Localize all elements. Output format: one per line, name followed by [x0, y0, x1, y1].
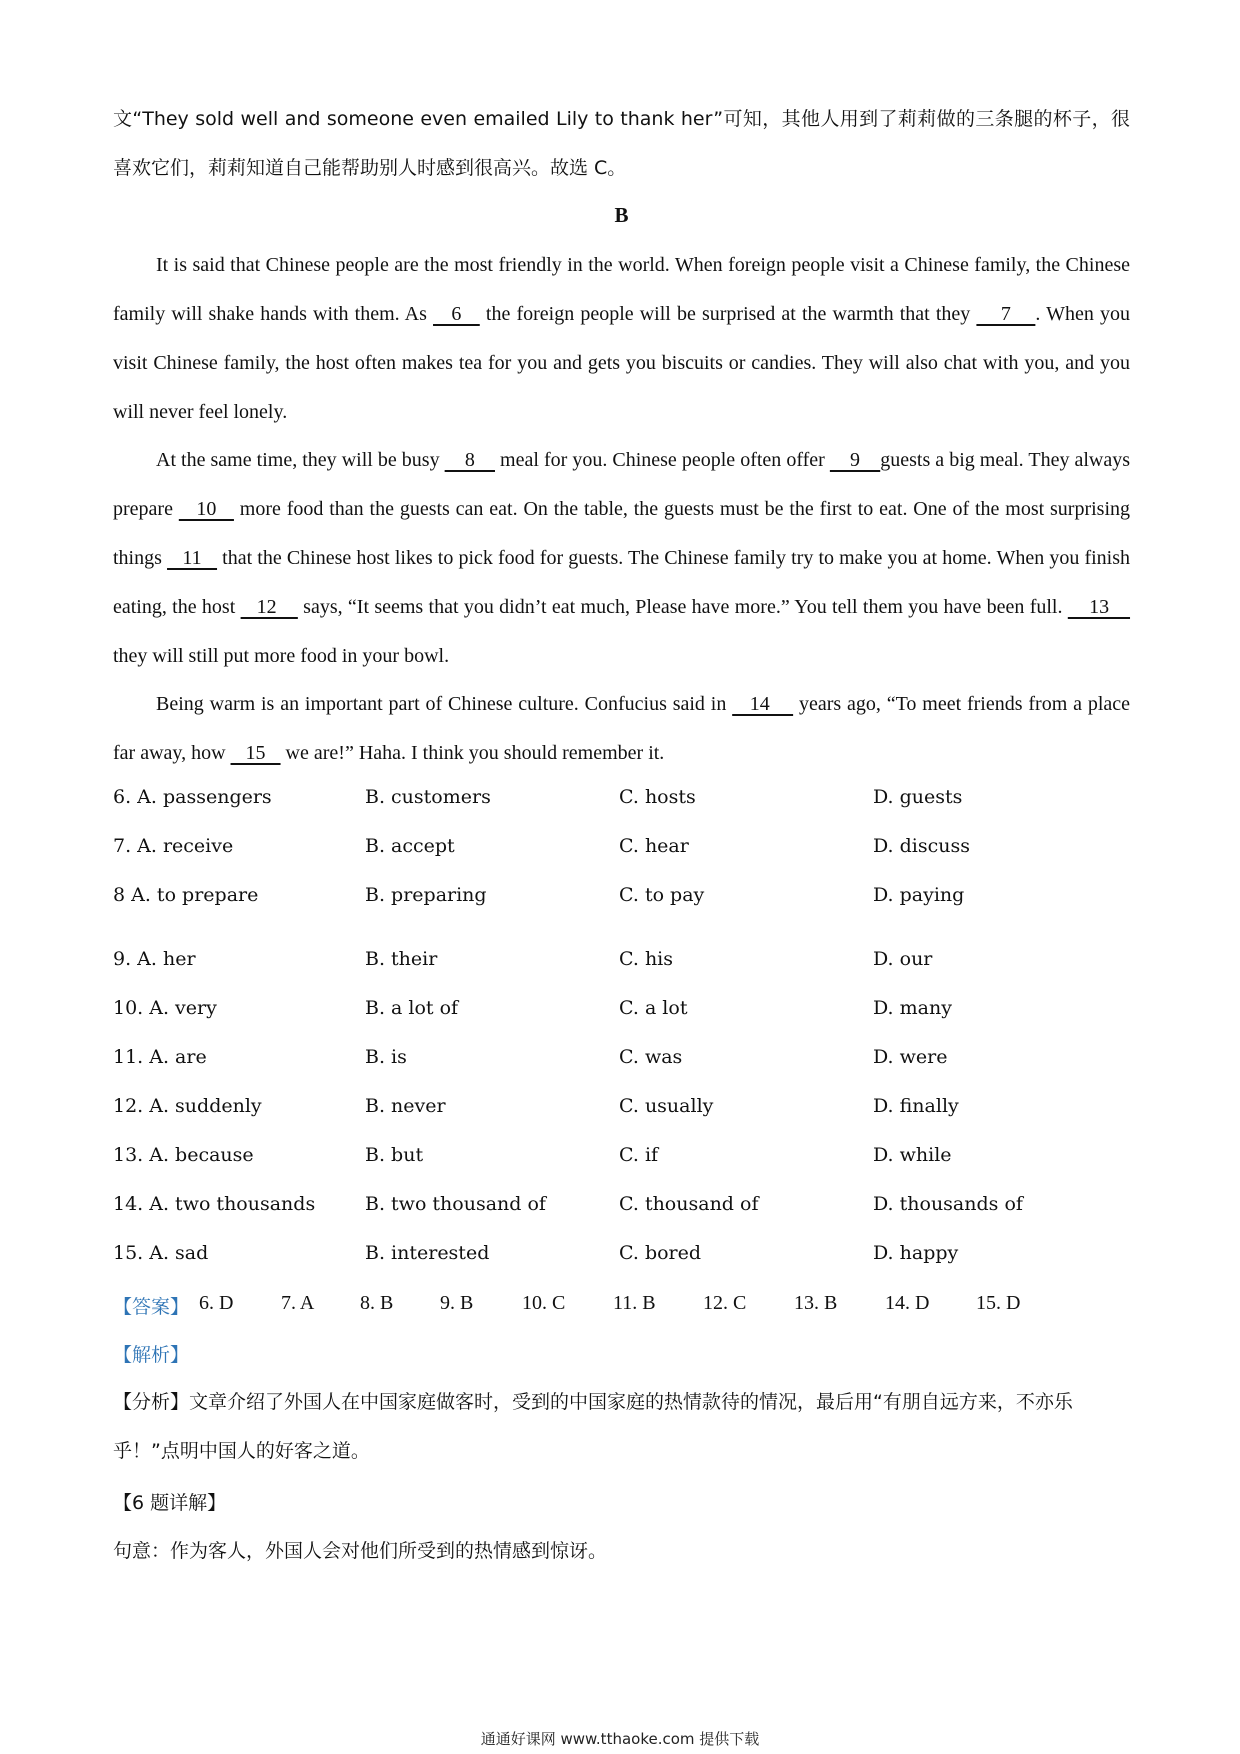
answer-item: 14. D	[885, 1292, 930, 1314]
text: . When you visit Chinese family, the host often makes tea for you and gets you biscuits or candies. They will also chat with you, and you will never feel lonely.	[113, 303, 1131, 423]
passage-paragraph-3	[113, 680, 1130, 778]
option-c: C. usually	[619, 1095, 714, 1117]
option-d: D. many	[873, 997, 952, 1019]
option-d: D. happy	[873, 1242, 959, 1264]
option-a: 13. A. because	[113, 1144, 254, 1166]
option-d: D. thousands of	[873, 1193, 1023, 1215]
option-b: B. but	[365, 1144, 424, 1166]
answer-item: 15. D	[976, 1292, 1021, 1314]
question-row	[113, 884, 1130, 914]
option-d: D. our	[873, 948, 933, 970]
option-a: 6. A. passengers	[113, 786, 272, 808]
option-b: B. two thousand of	[365, 1193, 546, 1215]
option-a: 12. A. suddenly	[113, 1095, 262, 1117]
option-c: C. was	[619, 1046, 683, 1068]
answer-item: 9. B	[440, 1292, 474, 1314]
answer-item: 11. B	[613, 1292, 656, 1314]
question-row	[113, 786, 1130, 816]
option-c: C. bored	[619, 1242, 702, 1264]
blank-14: 14	[732, 693, 794, 715]
option-b: B. customers	[365, 786, 491, 808]
question-row	[113, 948, 1130, 978]
question-row	[113, 1046, 1130, 1076]
text: says, “It seems that you didn’t eat much, Please have more.” You tell them you have been full.	[297, 596, 1068, 618]
option-a: 7. A. receive	[113, 835, 234, 857]
blank-13: 13	[1067, 596, 1131, 618]
option-c: C. to pay	[619, 884, 705, 906]
option-d: D. were	[873, 1046, 948, 1068]
blank-9: 9	[829, 449, 881, 471]
text: At the same time, they will be busy	[156, 449, 445, 471]
option-b: B. interested	[365, 1242, 490, 1264]
blank-6: 6	[433, 303, 480, 325]
option-c: C. a lot	[619, 997, 688, 1019]
text: Being warm is an important part of Chinese culture. Confucius said in	[156, 693, 733, 715]
option-b: B. preparing	[365, 884, 487, 906]
text: It is said that Chinese people are the most friendly in the world. When foreign people visit a Chinese family, the Chinese family will shake hands with them. As	[113, 254, 1130, 325]
blank-15: 15	[230, 742, 281, 764]
option-b: B. their	[365, 948, 438, 970]
answer-item: 12. C	[703, 1292, 747, 1314]
question-row	[113, 1144, 1130, 1174]
text: we are!” Haha. I think you should remember it.	[280, 742, 665, 764]
text: more food than the guests can eat. On the table, the guests must be the first to eat. One of the most surprising things	[113, 498, 1131, 569]
explanation-tag: 【解析】	[113, 1344, 190, 1366]
sentence-meaning: 句意：作为客人，外国人会对他们所受到的热情感到惊讶。	[113, 1540, 608, 1562]
question-row	[113, 835, 1130, 865]
option-a: 15. A. sad	[113, 1242, 209, 1264]
page-footer: 通通好课网 www.tthaoke.com 提供下载	[480, 1730, 760, 1748]
option-b: B. a lot of	[365, 997, 459, 1019]
option-d: D. guests	[873, 786, 963, 808]
answer-item: 13. B	[794, 1292, 838, 1314]
detail-heading: 【6 题详解】	[113, 1492, 227, 1514]
question-row	[113, 1193, 1130, 1223]
blank-12: 12	[240, 596, 298, 618]
answer-tag: 【答案】	[113, 1296, 190, 1318]
option-c: C. if	[619, 1144, 659, 1166]
option-a: 11. A. are	[113, 1046, 207, 1068]
answer-item: 8. B	[360, 1292, 394, 1314]
answer-item: 7. A	[281, 1292, 315, 1314]
blank-10: 10	[178, 498, 234, 520]
question-row	[113, 997, 1130, 1027]
section-heading: B	[614, 203, 629, 227]
blank-11: 11	[167, 547, 218, 569]
option-d: D. while	[873, 1144, 952, 1166]
option-c: C. hear	[619, 835, 689, 857]
option-d: D. paying	[873, 884, 965, 906]
option-a: 10. A. very	[113, 997, 217, 1019]
option-d: D. discuss	[873, 835, 971, 857]
passage-paragraph-2	[113, 436, 1130, 681]
text: they will still put more food in your bowl.	[113, 645, 450, 667]
passage-paragraph-1	[113, 241, 1130, 437]
option-a: 14. A. two thousands	[113, 1193, 316, 1215]
analysis-paragraph: 【分析】文章介绍了外国人在中国家庭做客时，受到的中国家庭的热情款待的情况，最后用“有朋自远方来，不亦乐乎！”点明中国人的好客之道。	[113, 1391, 1073, 1462]
answer-item: 10. C	[522, 1292, 566, 1314]
text: years ago, “To meet friends from a place far away, how	[113, 693, 1131, 764]
option-c: C. his	[619, 948, 674, 970]
option-c: C. thousand of	[619, 1193, 759, 1215]
option-d: D. finally	[873, 1095, 959, 1117]
option-c: C. hosts	[619, 786, 696, 808]
option-a: 9. A. her	[113, 948, 196, 970]
answer-item: 6. D	[199, 1292, 234, 1314]
text: guests a big meal. They always prepare	[113, 449, 1131, 520]
blank-8: 8	[444, 449, 495, 471]
question-row	[113, 1095, 1130, 1125]
option-a: 8 A. to prepare	[113, 884, 259, 906]
option-b: B. never	[365, 1095, 446, 1117]
text: the foreign people will be surprised at the warmth that they	[479, 303, 977, 325]
intro-paragraph: 文“They sold well and someone even emailed Lily to thank her”可知，其他人用到了莉莉做的三条腿的杯子，很喜欢它们，莉莉知道自己能帮助别人时感到很高兴。故选 C。	[113, 108, 1130, 179]
option-b: B. accept	[365, 835, 455, 857]
text: meal for you. Chinese people often offer	[495, 449, 830, 471]
blank-7: 7	[976, 303, 1036, 325]
option-b: B. is	[365, 1046, 407, 1068]
question-row	[113, 1242, 1130, 1272]
text: that the Chinese host likes to pick food for guests. The Chinese family try to make you at home. When you finish eating, the host	[113, 547, 1130, 618]
